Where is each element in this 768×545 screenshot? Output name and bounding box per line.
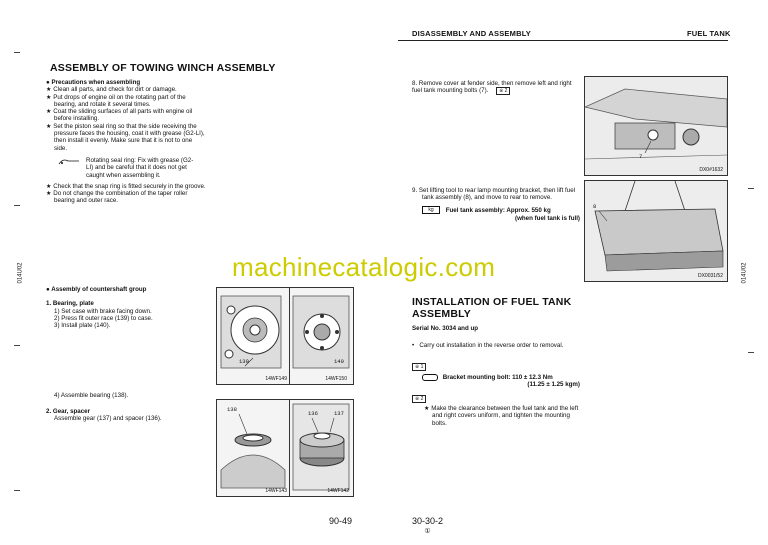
ref2-note: ★ Make the clearance between the fuel tank and the left and right covers uniform, and tighten the mounting bolts. [424, 405, 579, 427]
figure-14wf142 [289, 399, 354, 497]
step1-title: 1. Bearing, plate [46, 300, 94, 308]
margin-mark [14, 52, 20, 53]
ref2-block [412, 395, 580, 427]
right-page-rev: ① [424, 528, 431, 535]
tank-illustration [585, 181, 727, 281]
install-note: • Carry out installation in the reverse order to removal. [412, 342, 564, 349]
callout-139: 139 [239, 358, 249, 365]
step1-item: 2) Press fit outer race (139) to case. [54, 314, 153, 322]
countershaft-heading: ● Assembly of countershaft group [46, 286, 147, 293]
step2-block [46, 408, 206, 423]
margin-mark [14, 205, 20, 206]
figure-fuel-tank-bolts [584, 76, 728, 176]
figure-code-fender: DX0#1632 [699, 167, 723, 173]
step8-block [412, 80, 580, 95]
figure-code-14wf150: 14WF150 [325, 376, 347, 382]
serial-number: Serial No. 3034 and up [412, 325, 479, 332]
install-title [412, 296, 571, 320]
figure-14wf150 [289, 287, 354, 385]
step8-text: 8. Remove cover at fender side, then remove left and right fuel tank mounting bolts (7). [412, 80, 572, 95]
bearing-illustration [217, 400, 289, 496]
callout-8: 8 [593, 203, 597, 210]
figure-code-14wf143: 14WF143 [265, 488, 287, 494]
seal-note: Rotating seal ring: Fix with grease (G2-LI) and be careful that it does not get caught when assembling it. [46, 157, 198, 179]
step9-text: 9. Set lifting tool to rear lamp mounting bracket, then lift fuel tank assembly (8), and move to rear to remove. [412, 187, 576, 202]
left-title: ASSEMBLY OF TOWING WINCH ASSEMBLY [50, 62, 276, 74]
fender-illustration [585, 77, 727, 175]
right-page-number [412, 516, 443, 535]
precaution-item: ★ Check that the snap ring is fitted securely in the groove. [46, 182, 206, 190]
margin-mark [14, 345, 20, 346]
case-illustration [217, 288, 289, 384]
callout-138: 138 [227, 406, 237, 413]
callout-7: 7 [639, 153, 643, 160]
header-section: DISASSEMBLY AND ASSEMBLY [412, 29, 531, 38]
step2-text: Assemble gear (137) and spacer (136). [54, 415, 162, 423]
precaution-item: ★ Coat the sliding surfaces of all parts with engine oil before installing. [46, 108, 193, 123]
step2-title: 2. Gear, spacer [46, 408, 91, 415]
side-code-right: 014U02 [741, 262, 748, 284]
torque-kgm: (11.25 ± 1.25 kgm) [527, 381, 580, 389]
left-page-number: 90-49 [329, 516, 353, 526]
figure-code-14wf142: 14WF142 [327, 488, 349, 494]
callout-137: 137 [334, 410, 344, 417]
precautions-block [46, 79, 206, 205]
precaution-item: ★ Set the piston seal ring so that the side receiving the pressure faces the housing, coat it with grease (G2-LI), then install it evenly. Make sure that it is not to one side. [46, 122, 205, 152]
weight-icon: kg [422, 206, 440, 214]
ref1-block [412, 363, 580, 389]
precaution-item: ★ Do not change the combination of the taper roller bearing and outer race. [46, 190, 188, 205]
install-title-line1: INSTALLATION OF FUEL TANK [412, 296, 572, 308]
weight-note: (when fuel tank is full) [515, 214, 580, 222]
step1-item: 1) Set case with brake facing down. [54, 307, 152, 315]
figure-14wf143 [216, 399, 290, 497]
margin-mark [14, 490, 20, 491]
plate-illustration [290, 288, 353, 384]
margin-mark [748, 188, 754, 189]
ref1-box: ※ 1 [412, 363, 426, 371]
step9-block [412, 187, 580, 222]
precaution-item: ★ Put drops of engine oil on the rotating part of the bearing, and rotate it several times. [46, 93, 186, 108]
figure-14wf149 [216, 287, 290, 385]
callout-140: 140 [334, 358, 344, 365]
right-page-number-text: 30-30-2 [412, 516, 444, 526]
grease-icon [58, 157, 80, 165]
header-rule [398, 40, 728, 41]
step8-ref: ※ 2 [496, 87, 510, 95]
header-topic: FUEL TANK [687, 29, 731, 38]
step4-text: 4) Assemble bearing (138). [54, 392, 129, 399]
step1-item: 3) Install plate (140). [54, 322, 111, 330]
figure-code-tank: DX0031/52 [697, 273, 723, 279]
ref2-box: ※ 2 [412, 395, 426, 403]
weight-label: Fuel tank assembly: Approx. 550 kg [445, 206, 551, 214]
callout-136: 136 [308, 410, 318, 417]
precautions-heading: ● Precautions when assembling [46, 79, 141, 86]
torque-label: Bracket mounting bolt: 110 ± 12.3 Nm [442, 374, 553, 382]
install-title-line2: ASSEMBLY [412, 308, 471, 320]
countershaft-block [46, 286, 206, 329]
weight-row [412, 207, 580, 222]
torque-row [412, 374, 580, 389]
figure-code-14wf149: 14WF149 [265, 376, 287, 382]
side-code-left: 014U02 [17, 262, 24, 284]
figure-fuel-tank-lift [584, 180, 728, 282]
precaution-item: ★ Clean all parts, and check for dirt or damage. [46, 86, 177, 94]
watermark: machinecatalogic.com [232, 252, 496, 282]
torque-wrench-icon [422, 374, 438, 381]
margin-mark [748, 352, 754, 353]
